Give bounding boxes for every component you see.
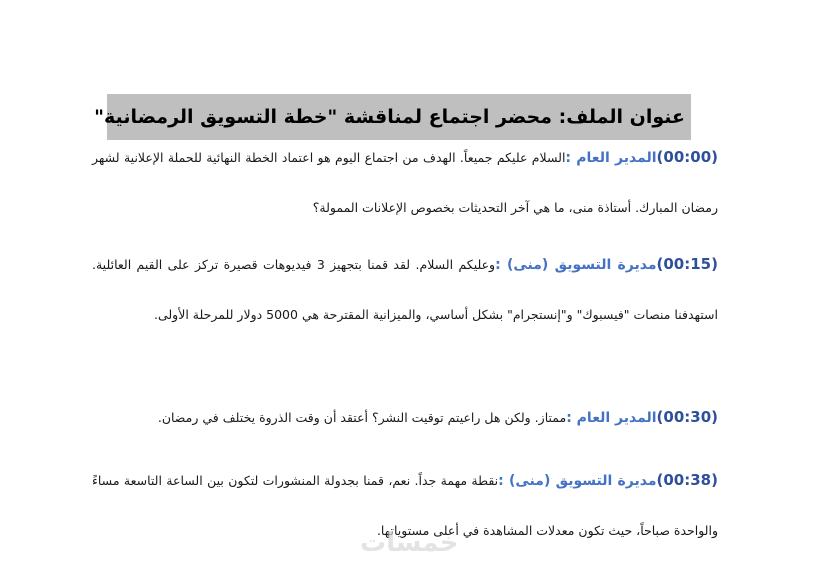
transcript-entry	[92, 132, 718, 233]
document-title: عنوان الملف: محضر اجتماع لمناقشة "خطة التسويق الرمضانية"	[94, 106, 685, 128]
entry-speaker: المدير العام :	[565, 150, 657, 166]
entry-text: نقطة مهمة جداً. نعم، قمنا بجدولة المنشورات لتكون بين الساعة التاسعة مساءً والواحدة صباحاً، حيث تكون معدلات المشاهدة في أعلى مستوياتها.	[92, 473, 718, 538]
entry-text: السلام عليكم جميعاً. الهدف من اجتماع اليوم هو اعتماد الخطة النهائية للحملة الإعلانية لشهر رمضان المبارك. أستاذة منى، ما هي آخر التحديثات بخصوص الإعلانات الممولة؟	[92, 150, 718, 215]
entry-timestamp: (00:00)	[656, 148, 718, 166]
entry-timestamp: (00:30)	[656, 408, 718, 426]
entry-timestamp: (00:38)	[656, 471, 718, 489]
watermark-logo: خمسات	[360, 528, 459, 558]
transcript-entry	[92, 392, 718, 443]
transcript-entry	[92, 239, 718, 340]
entry-speaker: مديرة التسويق (منى) :	[495, 257, 657, 273]
entry-text: ممتاز. ولكن هل راعيتم توقيت النشر؟ أعتقد أن وقت الذروة يختلف في رمضان.	[157, 410, 567, 425]
entry-speaker: مديرة التسويق (منى) :	[498, 473, 657, 489]
entry-text: وعليكم السلام. لقد قمنا بتجهيز 3 فيديوهات قصيرة تركز على القيم العائلية. استهدفنا منصات "فيسبوك" و"إنستجرام" بشكل أساسي، والميزانية المقترحة هي 5000 دولار للمرحلة الأولى.	[92, 257, 718, 322]
entry-speaker: المدير العام :	[566, 410, 657, 426]
entry-timestamp: (00:15)	[656, 255, 718, 273]
